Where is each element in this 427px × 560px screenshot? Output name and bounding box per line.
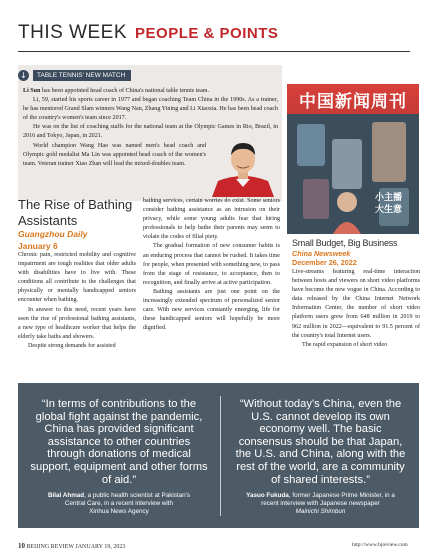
cover-masthead: 中国新闻周刊 (299, 92, 407, 112)
article-title: The Rise of Bathing Assistants (18, 197, 133, 228)
section-tag (18, 69, 131, 81)
quote-speaker: Bilal Ahmad (47, 492, 85, 500)
section-tag-label: TABLE TENNIS' NEW MATCH (33, 70, 131, 81)
page-header (18, 22, 418, 46)
table-tennis-paragraph: World champion Wang Hao was named men's head coach and Olympic gold medalist Ma Lin was appointed head coach of the women's team. Veteran trainer Xiao Zhan will lead the mixed-doubles team. (23, 142, 206, 167)
quote-attr-line: recent interview with Japanese newspaper (261, 500, 380, 508)
quote-right (233, 398, 408, 516)
table-tennis-lead (23, 87, 278, 96)
header-rule (18, 51, 410, 52)
lead-name: Li Sun (23, 88, 41, 94)
table-tennis-paragraph: He was on the list of coaching staffs for the national team at the Olympic Games in Rio, Brazil, in 2016 and Tokyo, Japan, in 2021. (23, 124, 278, 140)
footer-url[interactable]: http://www.bjreview.com (352, 542, 408, 548)
quote-attr-line: Xinhua News Agency (89, 508, 149, 516)
article-source: Guangzhou Daily (18, 229, 88, 239)
article-paragraph: Despite strong demands for assisted (28, 342, 116, 349)
small-business-date: December 26, 2022 (292, 258, 357, 267)
quote-speaker: Yasuo Fukuda (246, 492, 289, 500)
article-date: January 6 (18, 241, 58, 251)
quote-attr-line: , a public health scientist at Pakistan's (84, 492, 190, 500)
small-business-title: Small Budget, Big Business (292, 238, 398, 248)
cover-headline (375, 192, 402, 216)
small-business-source: China Newsweek (292, 249, 351, 258)
cover-headline-line: 大生意 (375, 205, 403, 215)
coach-portrait (210, 135, 276, 197)
arrow-down-circle-icon: ↓ (18, 70, 29, 81)
quote-attribution (30, 492, 208, 516)
quote-left (30, 398, 208, 516)
article-column-2 (143, 197, 280, 333)
quote-divider (220, 396, 221, 516)
magazine-cover (287, 84, 419, 234)
small-business-paragraph: Live-streams featuring real-time interaction between hosts and viewers on short video platforms have become the new vogue in China. According to data released by the China Internet Network Information Center, the number of short video platform users grew from 648 million in 2019 to 962 million in 2022—equivalent to 91.5 percent of the country's total Internet users. (292, 269, 420, 339)
lead-text: has been appointed head coach of China's national table tennis team. (40, 88, 210, 94)
cover-headline-line: 小主播 (375, 193, 403, 203)
quote-text: “In terms of contributions to the global fight against the pandemic, China has provided significant assistance to other countries through donations of medical support, equipment and other forms of aid.” (30, 398, 208, 486)
article-paragraph: bathing services, certain worries do exist. Some seniors consider bathing assistance as an intrusion on their privacy, while some young adults fear that hiring professionals to help bathe their parents may seem to violate the codes of filial piety. (143, 198, 280, 241)
table-tennis-paragraph: Li, 59, started his sports career in 1977 and began coaching Team China in the 1990s. As a trainer, he has mentored Grand Slam winners Wang Nan, Zhang Yining and Li Xiaoxia. He has been head coach of the country's women's team since 2017. (23, 97, 278, 122)
header-subtitle: PEOPLE & POINTS (135, 25, 279, 42)
article-column-1 (18, 251, 136, 351)
article-paragraph: Bathing assistants are just one point on the increasingly extended spectrum of personalized senior care. With new services constantly emerging, life for these handicapped seniors will hopefully be more dignified. (143, 288, 280, 332)
article-paragraph: The gradual formation of new consumer habits is an enduring process that cannot be rushed. It takes time for people, when presented with something new, to pass from the stage of resistance, to acceptance, then to recognition, and finally arrive at active participation. (143, 243, 280, 286)
header-title: THIS WEEK (18, 22, 128, 43)
issue-line: BEIJING REVIEW JANUARY 19, 2023 (26, 544, 126, 550)
quote-attr-line: Mainichi Shimbun (295, 508, 346, 516)
small-business-paragraph: The rapid expansion of short video (302, 341, 388, 348)
quote-text: “Without today's China, even the U.S. cannot develop its own economy well. The basic consensus should be that Japan, the U.S. and China, along with the rest of the world, are a community of shared interests.” (235, 398, 406, 486)
page-number: 10 (18, 542, 25, 550)
quote-attr-line: Central Care, in a recent interview with (64, 500, 174, 508)
quote-attr-line: , former Japanese Prime Minister, in a (288, 492, 395, 500)
quote-attribution (233, 492, 408, 516)
article-paragraph: Chronic pain, restricted mobility and cognitive impairment are tough realities that older adults with disabilities have to live with. These conditions all contribute to the challenges that physically or mentally handicapped seniors encounter when bathing. (18, 252, 136, 304)
page-footer (18, 542, 125, 550)
small-business-text (292, 268, 420, 350)
article-paragraph: In answer to this need, recent years have seen the rise of professional bathing assistants, a new type of healthcare worker that helps the elderly take baths and showers. (18, 306, 136, 340)
